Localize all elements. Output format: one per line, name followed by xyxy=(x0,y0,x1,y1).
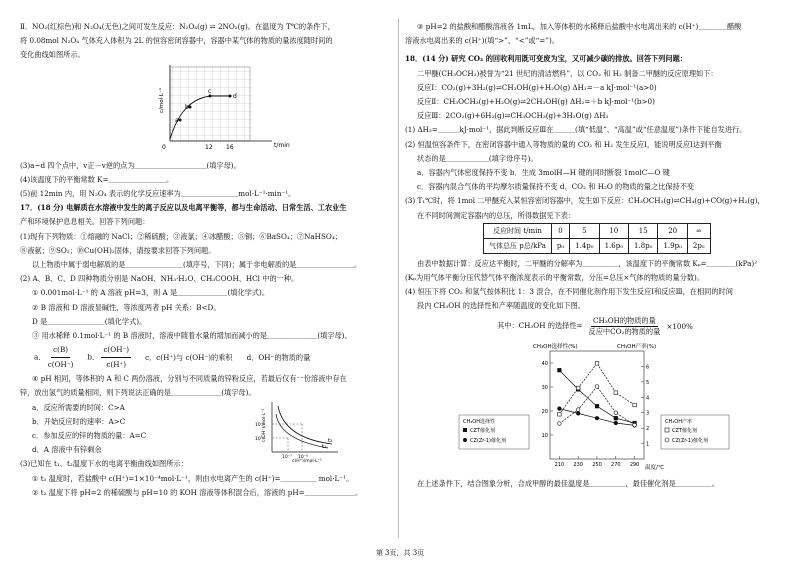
numerator: c(OH⁻) xyxy=(101,343,131,358)
option-c: c．c(H⁺)与 c(OH⁻)的乘积 xyxy=(145,352,233,362)
final-question: 在上述条件下，结合图象分析，合成甲醇的最佳温度是＿＿＿＿＿，最佳催化剂是＿＿＿＿＿。 xyxy=(417,478,719,488)
legend-item: CZ(Zr-1)催化剂 xyxy=(470,437,506,444)
label-d: d xyxy=(233,92,237,100)
question-line: (3)a~d 四个点中，v正－v逆的点为＿＿＿＿＿＿＿＿＿＿(填字母)。 xyxy=(20,160,241,170)
data-point-square xyxy=(595,361,599,365)
option-d: d．OH⁻的物质的量 xyxy=(246,352,311,362)
option-line: b．开始反应时的速率：A>C xyxy=(32,416,126,426)
data-point-circle xyxy=(595,384,599,388)
denominator: 反应中CO₂的物质的量 xyxy=(588,326,661,336)
legend-item: CZT催化剂 xyxy=(672,427,697,434)
tick-16: 16 xyxy=(226,143,234,151)
x-axis-label: 温度/℃ xyxy=(645,464,665,471)
numerator: CH₃OH的物质的量 xyxy=(593,315,656,325)
data-point-circle xyxy=(558,406,562,410)
data-point-circle xyxy=(614,411,618,415)
selectivity-suffix: ×100% xyxy=(666,321,693,331)
tick-12: 12 xyxy=(205,143,213,151)
text-line: (1) ΔH₃=＿＿＿kJ·mol⁻¹，据此判断反应Ⅲ在＿＿＿(填“低温”、“高温”或“任意温度”)条件下能自发进行。 xyxy=(405,125,747,135)
label-c: c xyxy=(208,87,212,95)
option-line: a．容器内气体密度保持不变 b．生成 3molH—H 键的同时断裂 1molC—O 键 xyxy=(417,168,670,178)
table-cell: 2p₀ xyxy=(687,238,710,253)
option-b xyxy=(87,343,131,372)
text-line: 二甲醚(CH₃OCH₃)被誉为“21 世纪的清洁燃料”，以 CO₂ 和 H₂ 制备二甲醚的反应原理如下： xyxy=(417,68,718,78)
option-a-label: a． xyxy=(34,352,46,362)
table-cell: p₀ xyxy=(551,238,569,253)
legend-circle-marker xyxy=(463,438,467,442)
table-cell: 1.6p₀ xyxy=(599,238,628,253)
table-row xyxy=(484,223,711,238)
table-cell: 10 xyxy=(599,223,628,238)
question-18: 18．(14 分) 研究 CO₂ 的回收利用既可变废为宝，又可减少碳的排放。回答下列问题： xyxy=(405,54,687,64)
label-a: a xyxy=(175,116,179,124)
curve-t1-label: t₁ xyxy=(322,444,327,451)
text-line: 状态的是＿＿＿＿＿＿(填字母序号)。 xyxy=(417,153,538,163)
legend-title: CH₃OH选择性 xyxy=(463,418,495,425)
text-line: 产和环境保护息息相关。回答下列问题： xyxy=(20,217,150,227)
fraction-b xyxy=(101,343,131,372)
fraction-a xyxy=(48,343,74,372)
x-tick-label: 270 xyxy=(611,461,621,468)
y-tick-label-left: 20 xyxy=(541,408,548,415)
option-b-label: b． xyxy=(87,352,100,362)
text-line: ⑧液氨；⑨SO₂；⑩Cu(OH)₂固体，请按要求回答下列问题。 xyxy=(20,245,216,255)
x-axis-label: t/min xyxy=(274,141,290,149)
data-point-circle xyxy=(595,416,599,420)
table-cell: 20 xyxy=(658,223,687,238)
legend-square-marker xyxy=(463,428,467,432)
text-line: ③ pH=2 的盐酸和醋酸溶液各 1mL，加入等体积的水稀释后盐酸中水电离出来的 c(H⁺)＿＿＿＿醋酸 xyxy=(417,22,742,31)
selectivity-definition xyxy=(405,316,785,337)
y-axis-label: c(OH⁻)/mol·L⁻¹ xyxy=(262,408,267,443)
x-axis-label: c(H⁺)/mol·L⁻¹ xyxy=(292,459,322,463)
origin-label: 0 xyxy=(162,143,166,151)
data-point-square xyxy=(558,412,562,416)
data-point-circle xyxy=(576,411,580,415)
text-line: (4) 恒压下将 CO₂ 和氢气按体积比 1：3 混合，在不同催化剂作用下发生反应Ⅰ和反应Ⅲ，在相同的时间 xyxy=(405,287,733,297)
point-b xyxy=(189,105,192,108)
q17-part4 xyxy=(20,372,392,500)
data-point-square xyxy=(633,403,637,407)
denominator: c(H⁺) xyxy=(106,360,127,370)
curve-t2-label: t₂ xyxy=(328,438,333,445)
x-tick-label: 250 xyxy=(592,461,602,468)
text-line: D 是＿＿＿＿＿＿＿＿(填化学式)。 xyxy=(32,316,147,326)
table-cell: 15 xyxy=(629,223,658,238)
table-cell: 气体总压 p总/kPa xyxy=(484,238,552,253)
y-axis-label: c/mol·L⁻¹ xyxy=(159,87,165,113)
y-tick-label-left: 30 xyxy=(541,384,548,391)
y-tick-label-left: 10 xyxy=(541,432,548,439)
text-line: 在不同时间测定容器内的总压，所得数据见下表： xyxy=(417,210,576,220)
data-point-square xyxy=(595,404,599,408)
x-tick-label: 230 xyxy=(573,461,583,468)
point-d xyxy=(229,94,232,97)
reaction-1: 反应Ⅰ：CO₂(g)+3H₂(g)⇌CH₃OH(g)+H₂O(g) ΔH₁=－a kJ·mol⁻¹(a>0) xyxy=(417,82,657,92)
table-cell: 5 xyxy=(570,223,599,238)
text-line: (3)已知在 t₁、t₂温度下水的电离平衡曲线如图所示： xyxy=(20,459,188,469)
y-tick-label-right: 6 xyxy=(646,364,650,371)
legend-item: CZT催化剂 xyxy=(470,427,495,434)
data-point-circle xyxy=(633,423,637,427)
text-line: 将 0.08mol N₂O₄ 气体充入体积为 2L 的恒容密闭容器中，容器中某气体的物质的量浓度随时间的 xyxy=(20,36,333,46)
text-line: ① 0.001mol·L⁻¹ 的 A 溶液 pH=3，则 A 是＿＿＿＿＿＿＿(填化学式)。 xyxy=(32,288,270,298)
y-tick-label-right: 3 xyxy=(646,410,650,417)
column-divider xyxy=(398,18,399,538)
table-cell: ∞ xyxy=(687,223,710,238)
ytick-1e6: 10⁻⁶ xyxy=(255,423,265,429)
legend-left xyxy=(459,415,529,449)
option-a xyxy=(34,343,73,372)
left-axis-title: CH₃OH选择性(%) xyxy=(533,343,578,350)
text-line: (2) A、B、C、D 四种物质分别是 NaOH、NH₃·H₂O、CH₃COOH、HCl 中的一种。 xyxy=(20,274,299,284)
right-column xyxy=(405,20,785,491)
text-line: (3) T₁℃时，将 1mol 二甲醚充入某恒容密闭容器中，发生如下反应：CH₃OCH₃(g)⇌CH₄(g)+CO(g)+H₂(g)， xyxy=(405,196,765,206)
text-line: Ⅱ．NO₂(红棕色)和 N₂O₄(无色)之间可发生反应：N₂O₄(g) ⇌ 2NO₂(g)。在温度为 T℃的条件下， xyxy=(20,22,335,31)
x-tick-label: 210 xyxy=(554,461,565,468)
option-fractions xyxy=(20,343,392,372)
denominator: c(OH⁻) xyxy=(47,360,74,370)
page-footer: 第 3页，共 3页 xyxy=(375,549,425,557)
xtick-1e6: 10⁻⁶ xyxy=(298,455,308,461)
table-cell: 反应时间 t/min xyxy=(484,223,552,238)
option-line: d．A 溶液中有锌剩余 xyxy=(32,445,102,455)
y-tick-label-right: 4 xyxy=(646,394,650,401)
numerator: c(B) xyxy=(51,343,70,358)
text-line: ③ 用水稀释 0.1mol·L⁻¹ 的 B 溶液时，溶液中随着水量的增加而减小的是＿＿＿＿＿＿＿(填字母)。 xyxy=(32,331,352,341)
chart-marks xyxy=(542,361,650,468)
text-line: ② B 溶液和 D 溶液显碱性，等浓度两者 pH 关系：B<D。 xyxy=(32,302,221,312)
x-tick-label: 290 xyxy=(629,461,640,468)
selectivity-prefix: 其中：CH₃OH 的选择性= xyxy=(497,321,583,331)
data-point-square xyxy=(614,416,618,420)
right-axis-title: CH₃OH产率(%) xyxy=(617,343,657,350)
option-line: a．反应所需要的时间：C>A xyxy=(32,402,125,412)
table-cell: 0 xyxy=(551,223,569,238)
legend-right xyxy=(661,415,729,449)
selectivity-fraction xyxy=(589,316,661,337)
question-line: (5)前 12min 内，用 N₂O₄ 表示的化学反应速率为＿＿＿＿＿＿＿＿mol·L⁻¹·min⁻¹。 xyxy=(20,189,296,199)
text-line: 由表中数据计算：反应达平衡时，二甲醚的分解率为＿＿＿＿＿，该温度下的平衡常数 Kₚ=＿＿＿＿(kPa)² xyxy=(417,258,758,268)
curve-t2 xyxy=(278,406,332,444)
data-point-circle xyxy=(614,421,618,425)
text-line: (1)现有下列物质：①熔融的 NaCl；②稀硫酸；③液氯；④冰醋酸；⑤铜；⑥BaSO₄；⑦NaHSO₄； xyxy=(20,231,342,241)
table-row xyxy=(484,238,711,253)
data-point-square xyxy=(558,368,562,372)
data-point-circle xyxy=(558,421,562,425)
option-line: c．参加反应的锌的物质的量：A=C xyxy=(32,431,147,441)
concentration-graph xyxy=(20,63,392,155)
methanol-chart xyxy=(405,339,775,473)
graph-grid xyxy=(170,67,250,141)
point-a xyxy=(179,118,182,121)
text-line: ④ pH 相同，等体积的 A 和 C 两份溶液，分别与不同质量的锌粉反应，若最后仅有一份溶液中存在 xyxy=(32,374,347,384)
y-tick-label-left: 40 xyxy=(541,360,548,367)
table-cell: 1.4p₀ xyxy=(570,238,599,253)
table-cell: 1.9p₀ xyxy=(658,238,687,253)
xtick-1e7: 10⁻⁷ xyxy=(282,455,292,461)
water-ionization-graph xyxy=(252,398,342,462)
text-line: ① t₁ 温度时，若盐酸中 c(H⁺)=1×10⁻⁴mol·L⁻¹，则由水电离产生的 c(H⁺)=＿＿＿＿＿ mol·L⁻¹。 xyxy=(32,473,354,483)
text-line: 以上物质中属于弱电解质的是＿＿＿＿＿＿＿＿(填序号，下同)；属于非电解质的是＿＿＿＿＿＿＿＿。 xyxy=(32,260,362,270)
text-line: 变化曲线如图所示。 xyxy=(20,50,85,60)
left-column xyxy=(20,20,392,500)
reaction-2: 反应Ⅱ：CH₃OCH₃(g)+H₂O(g)⇌2CH₃OH(g) ΔH₂=＋b kJ·mol⁻¹(b>0) xyxy=(417,97,655,107)
y-tick-label-right: 1 xyxy=(646,441,650,448)
legend-title: CH₃OH产率 xyxy=(665,418,692,425)
text-line: (Kₚ为用气体平衡分压代替气体平衡浓度表示的平衡常数，分压=总压×气体的物质的量分数)。 xyxy=(405,273,705,283)
text-line: 段内 CH₃OH 的选择性和产率随温度的变化如下图。 xyxy=(417,301,585,311)
data-point-square xyxy=(576,386,580,390)
reaction-3: 反应Ⅲ：2CO₂(g)+6H₂(g)⇌CH₃OCH₃(g)+3H₂O(g) ΔH₃ xyxy=(417,111,609,121)
y-tick-label-right: 5 xyxy=(646,379,650,386)
data-point-circle xyxy=(576,407,580,411)
y-tick-label-right: 2 xyxy=(646,425,650,432)
ytick-1e7: 10⁻⁷ xyxy=(255,437,265,443)
text-line: ② t₂ 温度下将 pH=2 的稀硫酸与 pH=10 的 KOH 溶液等体积混合后，溶液的 pH=＿＿＿＿＿＿＿。 xyxy=(32,487,363,497)
label-b: b xyxy=(185,103,189,111)
option-line: c．容器内混合气体的平均摩尔质量保持不变 d．CO₂ 和 H₂O 的物质的量之比保持不变 xyxy=(417,182,695,192)
question-17: 17．(18 分) 电解质在水溶液中发生的离子反应以及电离平衡等，都与生命活动、日常生活、工农业生 xyxy=(20,203,347,213)
question-line: (4)该温度下的平衡常数 K=＿＿＿＿＿＿＿＿。 xyxy=(20,174,174,184)
legend-item: CZ(Zr-1)催化剂 xyxy=(672,437,708,444)
text-line: 溶液水电离出来的 c(H⁺)(填“>”、“<”或“=”)。 xyxy=(405,36,559,46)
text-line: (2) 恒温恒容条件下，在密闭容器中通入等物质的量的 CO₂ 和 H₂ 发生反应Ⅰ，能说明反应Ⅰ达到平衡 xyxy=(405,139,722,149)
pressure-table xyxy=(483,223,711,254)
table-cell: 1.8p₀ xyxy=(629,238,658,253)
text-line: 锌，放出氢气的质量相同，则下列说法正确的是＿＿＿＿＿＿＿(填字母)。 xyxy=(20,388,256,398)
data-point-square xyxy=(614,391,618,395)
